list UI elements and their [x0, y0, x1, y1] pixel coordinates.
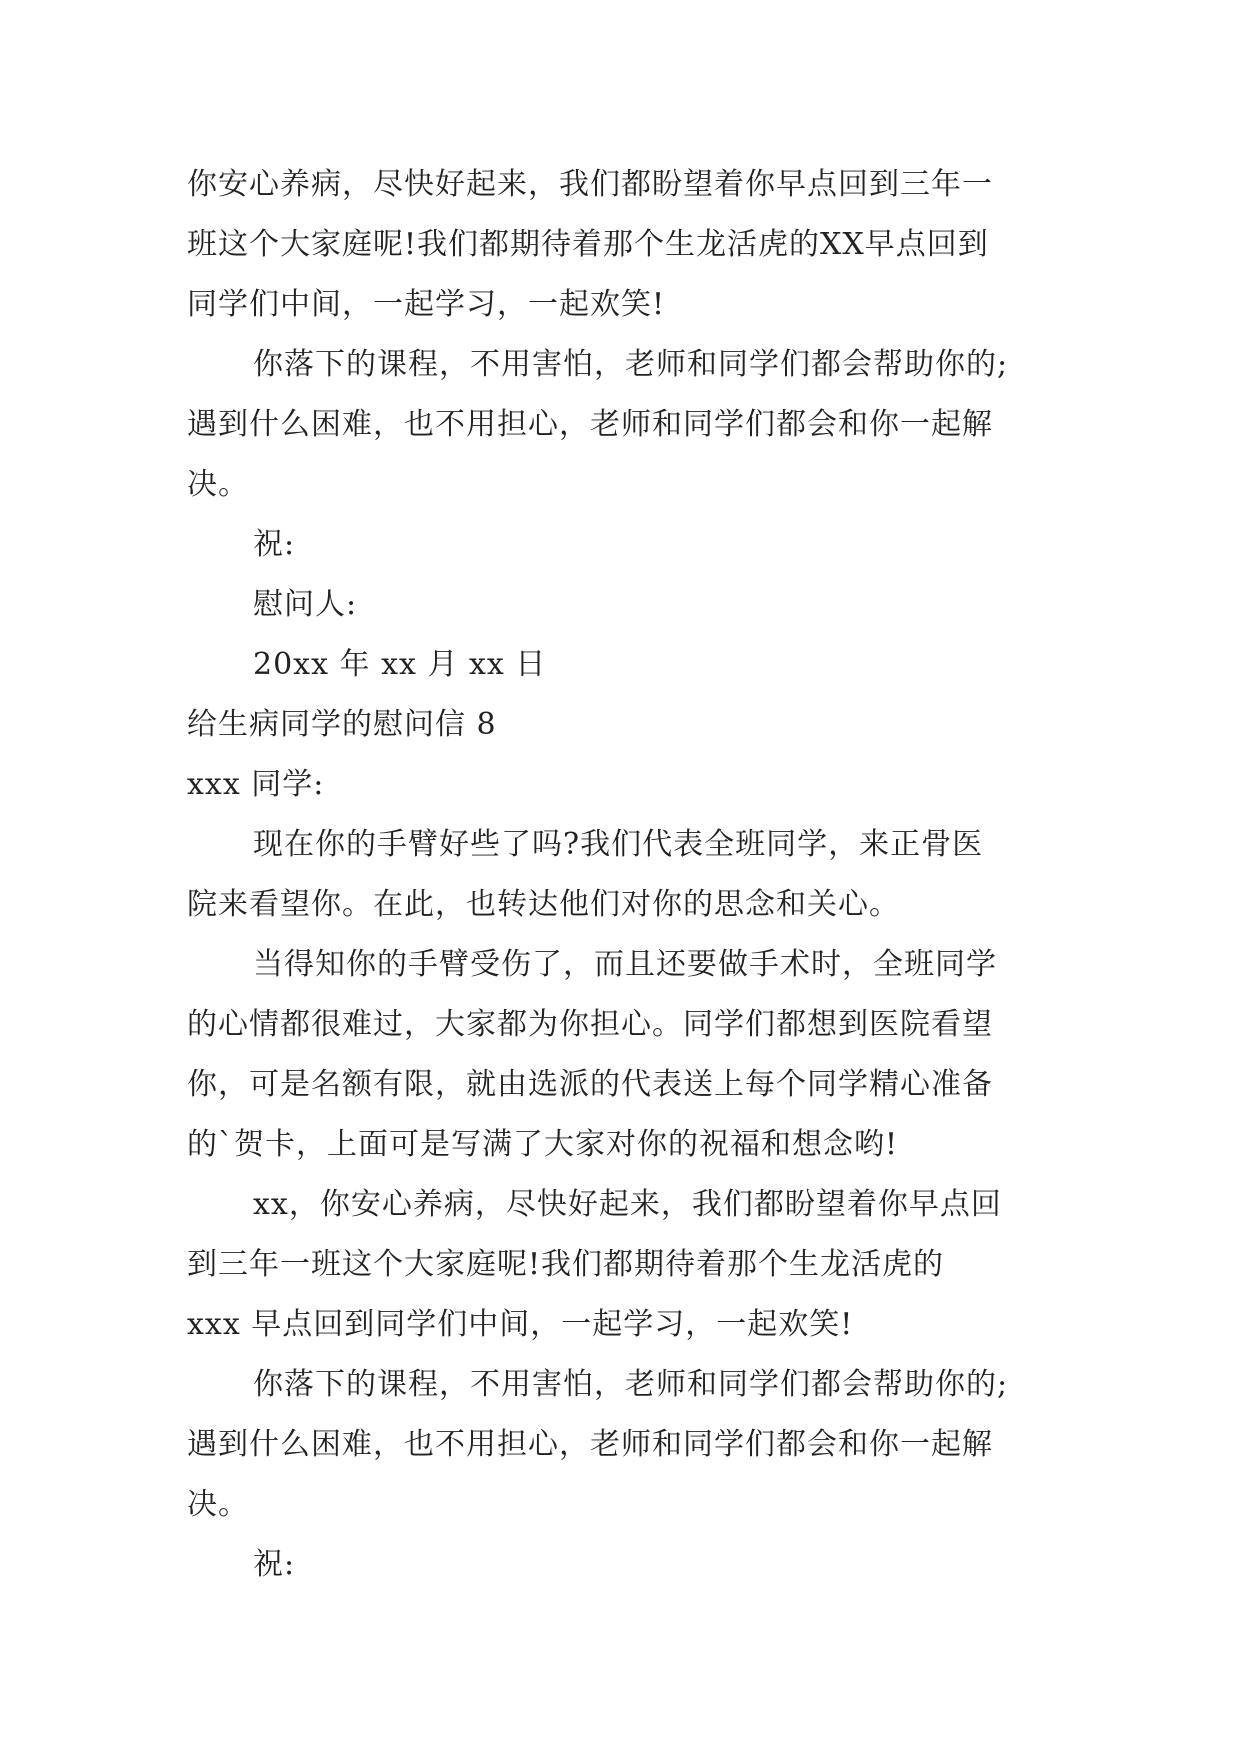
- text-line-1: 你安心养病，尽快好起来，我们都盼望着你早点回到三年一: [187, 167, 993, 202]
- text-line-14: 到三年一班这个大家庭呢!我们都期待着那个生龙活虎的: [187, 1247, 945, 1282]
- date-line-1: 20xx 年 xx 月 xx 日: [253, 647, 547, 682]
- text-line-10: 的心情都很难过，大家都为你担心。同学们都想到医院看望: [187, 1007, 993, 1042]
- text-line-11: 你，可是名额有限，就由选派的代表送上每个同学精心准备: [187, 1067, 993, 1102]
- text-line-17: 遇到什么困难，也不用担心，老师和同学们都会和你一起解: [187, 1427, 993, 1462]
- text-line-2: 班这个大家庭呢!我们都期待着那个生龙活虎的XX早点回到: [187, 227, 989, 262]
- text-line-18: 决。: [187, 1487, 249, 1522]
- text-line-7: 现在你的手臂好些了吗?我们代表全班同学，来正骨医: [253, 827, 984, 862]
- closing-line-1: 祝:: [253, 527, 296, 562]
- closing-line-2: 祝:: [253, 1547, 296, 1582]
- text-line-9: 当得知你的手臂受伤了，而且还要做手术时，全班同学: [253, 947, 997, 982]
- sender-line-1: 慰问人:: [253, 587, 358, 622]
- text-line-6: 决。: [187, 467, 249, 502]
- text-line-15: xxx 早点回到同学们中间，一起学习，一起欢笑!: [187, 1307, 854, 1342]
- salutation: xxx 同学:: [187, 767, 325, 802]
- text-line-13: xx，你安心养病，尽快好起来，我们都盼望着你早点回: [253, 1187, 1002, 1222]
- text-line-4: 你落下的课程，不用害怕，老师和同学们都会帮助你的;: [253, 347, 1009, 382]
- letter-title: 给生病同学的慰问信 8: [187, 707, 497, 742]
- text-line-8: 院来看望你。在此，也转达他们对你的思念和关心。: [187, 887, 900, 922]
- text-line-12: 的`贺卡，上面可是写满了大家对你的祝福和想念哟!: [187, 1127, 899, 1162]
- text-line-3: 同学们中间，一起学习，一起欢笑!: [187, 287, 666, 322]
- text-line-16: 你落下的课程，不用害怕，老师和同学们都会帮助你的;: [253, 1367, 1009, 1402]
- text-line-5: 遇到什么困难，也不用担心，老师和同学们都会和你一起解: [187, 407, 993, 442]
